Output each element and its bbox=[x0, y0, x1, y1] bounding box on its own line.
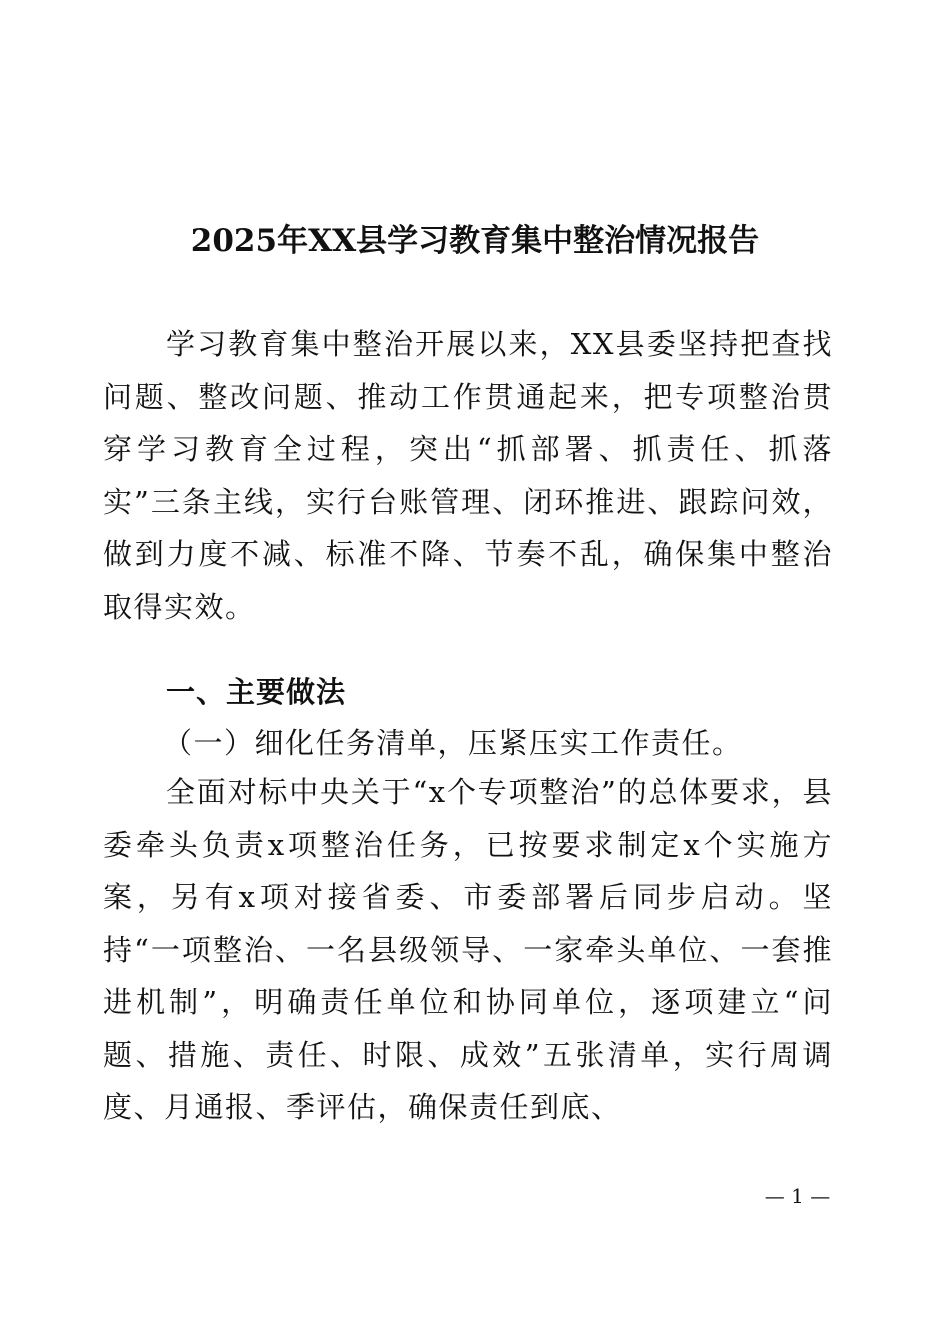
section-heading: 一、主要做法 bbox=[166, 675, 347, 709]
document-title: 2025年XX县学习教育集中整治情况报告 bbox=[190, 223, 760, 259]
intro-paragraph: 学习教育集中整治开展以来，XX县委坚持把查找问题、整改问题、推动工作贯通起来，把专项整治贯穿学习教育全过程，突出“抓部署、抓责任、抓落实”三条主线，实行台账管理、闭环推进、跟踪问效，做到力度不减、标准不降、节奏不乱，确保集中整治取得实效。 bbox=[103, 327, 833, 624]
body-paragraph: 全面对标中央关于“x个专项整治”的总体要求，县委牵头负责x项整治任务，已按要求制定x个实施方案，另有x项对接省委、市委部署后同步启动。坚持“一项整治、一名县级领导、一家牵头单位、一套推进机制”，明确责任单位和协同单位，逐项建立“问题、措施、责任、时限、成效”五张清单，实行周调度、月通报、季评估，确保责任到底、 bbox=[103, 775, 833, 1124]
subsection-heading: （一）细化任务清单，压紧压实工作责任。 bbox=[163, 726, 743, 760]
page-number: — 1 — bbox=[764, 1184, 831, 1208]
